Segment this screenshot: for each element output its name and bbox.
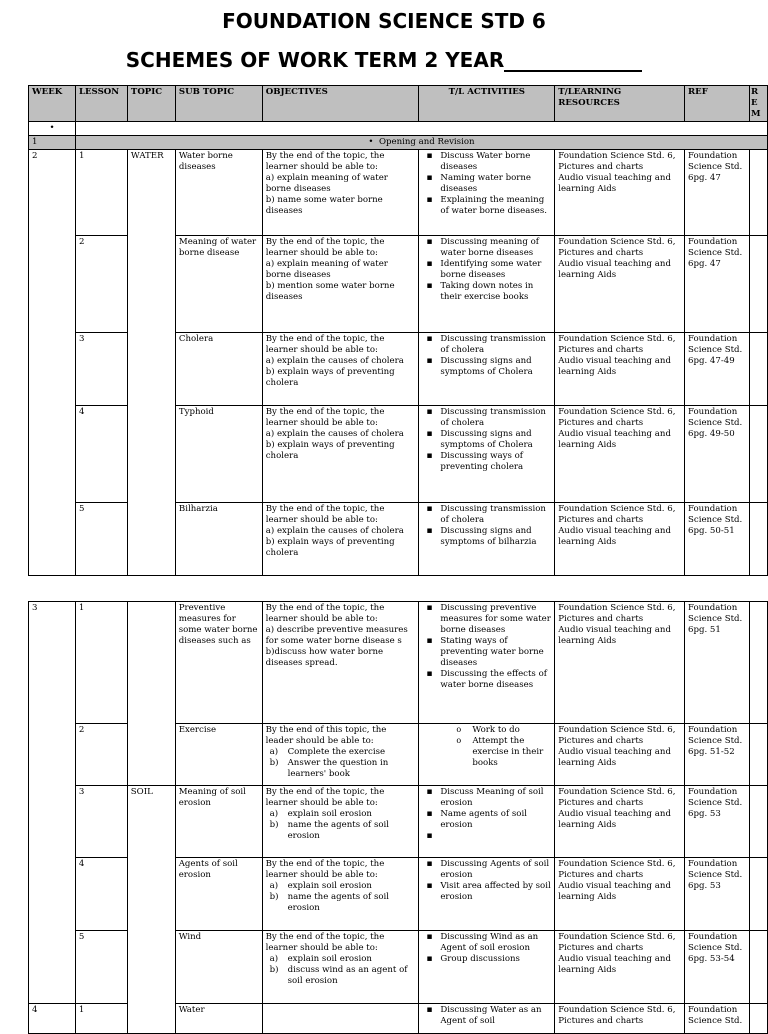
objective-item: b) discuss wind as an agent of soil erosion [288,965,416,987]
objective-item: a) describe preventive measures for some water borne disease s [265,625,408,646]
table2-row [29,1004,768,1034]
resource-line: Pictures and charts [558,614,644,624]
subtopic-cell: Water borne diseases [175,150,262,236]
topic-cell: WATER [127,150,175,236]
objectives-intro: By the end of the topic, the learner should be able to: [265,859,385,880]
activity-item: ▪ Discussing transmission of cholera [440,504,551,526]
week-1-cell: 1 [29,136,76,150]
document-subtitle [0,48,768,72]
bullet-row-empty [75,122,767,136]
activity-item: ▪ Discussing ways of preventing cholera [440,451,551,473]
reference-book: Foundation [688,237,738,247]
remarks-cell [749,333,767,406]
objective-item: b)discuss how water borne diseases spread. [265,647,384,668]
week-cell [29,406,76,503]
document-title: FOUNDATION SCIENCE STD 6 [222,9,546,33]
reference-cell [685,236,750,333]
activity-item: ▪ Taking down notes in their exercise books [440,281,551,303]
activity-item: ▪ Explaining the meaning of water borne diseases. [440,195,551,217]
activities-list [422,603,551,691]
objectives-intro: By the end of the topic, the learner should be able to: [265,504,385,525]
objective-item: b) explain ways of preventing cholera [265,537,395,558]
objective-list [266,809,416,842]
activity-item: ▪ Discuss Water borne diseases [440,151,551,173]
objective-item: a) explain meaning of water borne diseases [265,259,388,280]
activities-list [422,237,551,303]
topic-cell [127,236,175,333]
objectives-cell [262,786,419,858]
reference-book: Science Std. [688,614,743,624]
activity-item: ▪ Group discussions [440,954,551,965]
objectives-cell [262,602,419,724]
opening-revision-cell [75,136,767,150]
activities-cell [419,406,555,503]
objectives-intro: By the end of the topic, the learner should be able to: [265,787,385,808]
activity-item: ▪ Naming water borne diseases [440,173,551,195]
resource-line: Audio visual teaching and learning Aids [558,429,671,450]
subtitle-text: SCHEMES OF WORK TERM 2 YEAR [125,48,505,72]
week-cell [29,503,76,576]
activities-cell [419,786,555,858]
table2-row [29,786,768,858]
table1-row [29,236,768,333]
activity-item [440,831,551,842]
resource-line: Foundation Science Std. 6, [558,725,676,735]
resources-cell [555,150,685,236]
reference-book: Foundation [688,151,738,161]
activity-item: ▪ Discussing meaning of water borne diseases [440,237,551,259]
topic-cell [127,931,175,1004]
remarks-cell [749,786,767,858]
objectives-cell [262,406,419,503]
activities-cell [419,503,555,576]
objective-item: b) name the agents of soil erosion [288,892,416,914]
resource-line: Foundation Science Std. 6, [558,932,676,942]
objective-list [266,881,416,914]
topic-cell [127,858,175,931]
table2-row [29,931,768,1004]
header-remarks-text: R E M [750,87,761,119]
reference-book: Foundation [688,334,738,344]
opening-revision-text: Opening and Revision [378,137,475,147]
reference-pages: 6pg. 47-49 [688,356,735,366]
resources-cell [555,333,685,406]
reference-pages: 6pg. 53 [688,881,721,891]
remarks-cell [749,602,767,724]
lesson-cell: 4 [75,858,127,931]
objectives-intro: By the end of the topic, the learner should be able to: [265,334,385,355]
reference-cell [685,786,750,858]
objectives-cell [262,724,419,786]
lesson-cell: 4 [75,406,127,503]
week-cell: 2 [29,150,76,236]
reference-book: Foundation [688,1005,738,1015]
reference-book: Science Std. [688,515,743,525]
objective-item: a) explain soil erosion [288,809,416,820]
activity-item: ▪ Visit area affected by soil erosion [440,881,551,903]
remarks-cell [749,406,767,503]
scheme-table-1 [28,85,768,576]
header-remarks [749,86,767,122]
objective-list [266,747,416,780]
topic-cell [127,333,175,406]
resource-line: Audio visual teaching and learning Aids [558,881,671,902]
reference-book: Foundation [688,504,738,514]
objectives-intro: By the end of the topic, the learner should be able to: [265,237,385,258]
topic-cell [127,724,175,786]
activities-cell [419,236,555,333]
resource-line: Pictures and charts [558,736,644,746]
objectives-intro: By the end of the topic, the learner should be able to: [265,407,385,428]
objective-item: a) explain soil erosion [288,954,416,965]
activities-list [422,725,551,769]
resource-line: Audio visual teaching and learning Aids [558,173,671,194]
table1-row [29,333,768,406]
reference-cell [685,724,750,786]
reference-book: Science Std. [688,736,743,746]
header-row [29,86,768,122]
opening-row [29,136,768,150]
activity-item: ▪ Discussing preventive measures for some water borne diseases [440,603,551,636]
activities-list [422,787,551,842]
remarks-cell [749,1004,767,1034]
subtopic-cell: Meaning of soil erosion [175,786,262,858]
objectives-cell [262,236,419,333]
activities-cell [419,858,555,931]
subtopic-cell: Cholera [175,333,262,406]
reference-book: Foundation [688,787,738,797]
objectives-intro: By the end of the topic, the learner should be able to: [265,151,385,172]
objective-item: b) mention some water borne diseases [265,281,395,302]
resource-line: Pictures and charts [558,418,644,428]
subtopic-cell: Preventive measures for some water borne diseases such as [175,602,262,724]
activities-list [422,407,551,473]
lesson-cell: 1 [75,602,127,724]
activity-item: ▪ Discuss Meaning of soil erosion [440,787,551,809]
bullet-cell: • [29,122,76,136]
header-objectives: OBJECTIVES [262,86,419,122]
activity-item: ▪ Stating ways of preventing water borne diseases [440,636,551,669]
lesson-cell: 5 [75,931,127,1004]
reference-book: Foundation [688,859,738,869]
reference-book: Science Std. [688,870,743,880]
reference-pages: 6pg. 50-51 [688,526,735,536]
objectives-cell [262,1004,419,1034]
resource-line: Foundation Science Std. 6, [558,407,676,417]
resource-line: Audio visual teaching and learning Aids [558,526,671,547]
reference-book: Science Std. [688,248,743,258]
lesson-cell: 2 [75,236,127,333]
reference-cell [685,602,750,724]
objective-item: b) explain ways of preventing cholera [265,367,395,388]
resources-cell [555,503,685,576]
reference-pages: 6pg. 53 [688,809,721,819]
objective-item: a) explain the causes of cholera [265,526,404,536]
remarks-cell [749,503,767,576]
opening-bullet: • [368,137,374,147]
remarks-cell [749,724,767,786]
resource-line: Audio visual teaching and learning Aids [558,259,671,280]
activity-item: ▪ Discussing signs and symptoms of Cholera [440,356,551,378]
resources-cell [555,236,685,333]
activities-list [422,151,551,217]
header-lesson: LESSON [75,86,127,122]
resources-cell [555,786,685,858]
week-cell: 4 [29,1004,76,1034]
reference-pages: 6pg. 49-50 [688,429,735,439]
week-cell [29,786,76,858]
reference-pages: 6pg. 51 [688,625,721,635]
table1-row [29,406,768,503]
reference-book: Science Std. [688,162,743,172]
resource-line: Pictures and charts [558,515,644,525]
reference-cell [685,1004,750,1034]
lesson-cell: 2 [75,724,127,786]
objectives-cell [262,150,419,236]
resource-line: Pictures and charts [558,943,644,953]
year-blank [504,50,642,72]
week-cell [29,236,76,333]
objective-item: b) explain ways of preventing cholera [265,440,395,461]
week-cell [29,858,76,931]
reference-cell [685,150,750,236]
activity-item: ▪ Discussing Water as an Agent of soil [440,1005,551,1027]
table1-row [29,503,768,576]
topic-cell [127,1004,175,1034]
reference-cell [685,503,750,576]
resource-line: Foundation Science Std. 6, [558,859,676,869]
header-subtopic: SUB TOPIC [175,86,262,122]
header-activities: T/L ACTIVITIES [419,86,555,122]
activities-cell [419,333,555,406]
lesson-cell: 3 [75,333,127,406]
subtopic-cell: Agents of soil erosion [175,858,262,931]
reference-cell [685,931,750,1004]
lesson-cell: 5 [75,503,127,576]
objective-item: b) name the agents of soil erosion [288,820,416,842]
resource-line: Foundation Science Std. 6, [558,334,676,344]
resource-line: Pictures and charts [558,1016,644,1026]
activity-item: ▪ Discussing transmission of cholera [440,407,551,429]
resources-cell [555,1004,685,1034]
table2-row [29,602,768,724]
objective-item: a) explain the causes of cholera [265,429,404,439]
resource-line: Audio visual teaching and learning Aids [558,625,671,646]
objective-item: a) Complete the exercise [288,747,416,758]
objective-item: a) explain soil erosion [288,881,416,892]
resource-line: Pictures and charts [558,248,644,258]
header-resources: T/LEARNING RESOURCES [555,86,685,122]
activity-item: ▪ Identifying some water borne diseases [440,259,551,281]
remarks-cell [749,858,767,931]
lesson-cell: 1 [75,150,127,236]
lesson-cell: 3 [75,786,127,858]
resource-line: Audio visual teaching and learning Aids [558,954,671,975]
resource-line: Foundation Science Std. 6, [558,151,676,161]
reference-book: Science Std. [688,943,743,953]
reference-book: Foundation [688,725,738,735]
subtopic-cell: Wind [175,931,262,1004]
week-cell [29,931,76,1004]
topic-cell [127,406,175,503]
resources-cell [555,724,685,786]
table2-row [29,724,768,786]
activity-item: ▪ Discussing signs and symptoms of Cholera [440,429,551,451]
header-week: WEEK [29,86,76,122]
activity-item: ▪ Discussing Agents of soil erosion [440,859,551,881]
reference-pages: 6pg. 47 [688,259,721,269]
resource-line: Foundation Science Std. 6, [558,603,676,613]
table1-row [29,150,768,236]
resources-cell [555,602,685,724]
reference-book: Science Std. [688,1016,743,1026]
activities-list [422,932,551,965]
resource-line: Audio visual teaching and learning Aids [558,356,671,377]
header-ref: REF [685,86,750,122]
reference-pages: 6pg. 53-54 [688,954,735,964]
resource-line: Audio visual teaching and learning Aids [558,747,671,768]
week-cell: 3 [29,602,76,724]
activity-item: o Work to do [472,725,551,736]
resources-cell [555,406,685,503]
reference-book: Foundation [688,932,738,942]
activities-list [422,859,551,903]
topic-cell [127,503,175,576]
activity-item: ▪ Discussing Wind as an Agent of soil erosion [440,932,551,954]
activities-cell [419,724,555,786]
topic-cell [127,602,175,724]
resource-line: Foundation Science Std. 6, [558,787,676,797]
reference-cell [685,333,750,406]
activities-list [422,504,551,548]
objectives-intro: By the end of this topic, the leader should be able to: [265,725,387,746]
subtopic-cell: Bilharzia [175,503,262,576]
subtopic-cell: Typhoid [175,406,262,503]
reference-pages: 6pg. 47 [688,173,721,183]
resources-cell [555,931,685,1004]
subtopic-cell: Water [175,1004,262,1034]
activities-cell [419,1004,555,1034]
activity-item: o Attempt the exercise in their books [472,736,551,769]
resource-line: Pictures and charts [558,870,644,880]
activities-list [422,334,551,378]
reference-cell [685,858,750,931]
activity-item: ▪ Discussing the effects of water borne diseases [440,669,551,691]
resource-line: Foundation Science Std. 6, [558,237,676,247]
reference-book: Science Std. [688,798,743,808]
resources-cell [555,858,685,931]
reference-pages: 6pg. 51-52 [688,747,735,757]
activity-item: ▪ Discussing transmission of cholera [440,334,551,356]
resource-line: Pictures and charts [558,162,644,172]
objective-item: b) Answer the question in learners' book [288,758,416,780]
objectives-cell [262,333,419,406]
activity-item: ▪ Discussing signs and symptoms of bilharzia [440,526,551,548]
resource-line: Audio visual teaching and learning Aids [558,809,671,830]
resource-line: Pictures and charts [558,798,644,808]
objectives-cell [262,858,419,931]
week-cell [29,333,76,406]
activities-cell [419,602,555,724]
objectives-cell [262,503,419,576]
objectives-cell [262,931,419,1004]
bullet-row [29,122,768,136]
reference-book: Science Std. [688,418,743,428]
topic-cell: SOIL [127,786,175,858]
reference-book: Foundation [688,407,738,417]
remarks-cell [749,150,767,236]
resource-line: Pictures and charts [558,345,644,355]
objective-item: a) explain meaning of water borne diseases [265,173,388,194]
reference-book: Foundation [688,603,738,613]
activities-cell [419,931,555,1004]
objectives-intro: By the end of the topic, the learner should be able to: [265,603,385,624]
table2-row [29,858,768,931]
activities-cell [419,150,555,236]
subtopic-cell: Exercise [175,724,262,786]
header-topic: TOPIC [127,86,175,122]
objective-item: b) name some water borne diseases [265,195,383,216]
reference-cell [685,406,750,503]
subtopic-cell: Meaning of water borne disease [175,236,262,333]
objectives-intro: By the end of the topic, the learner should be able to: [265,932,385,953]
activity-item: ▪ Name agents of soil erosion [440,809,551,831]
week-cell [29,724,76,786]
reference-book: Science Std. [688,345,743,355]
objective-item: a) explain the causes of cholera [265,356,404,366]
scheme-table-2 [28,601,768,1034]
remarks-cell [749,236,767,333]
resource-line: Foundation Science Std. 6, [558,1005,676,1015]
objective-list [266,954,416,987]
lesson-cell: 1 [75,1004,127,1034]
resource-line: Foundation Science Std. 6, [558,504,676,514]
remarks-cell [749,931,767,1004]
